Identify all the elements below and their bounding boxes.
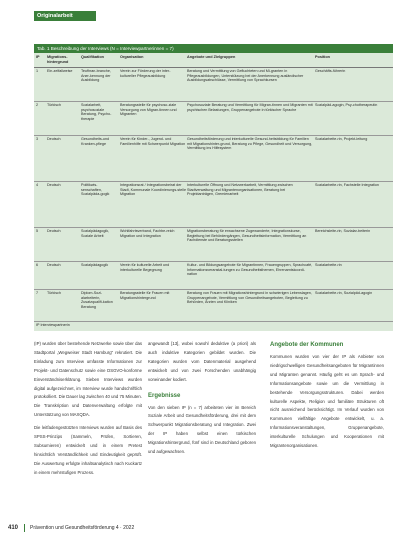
cell-qualification: Sozialpädagogik, Soziale Arbeit bbox=[81, 229, 110, 238]
table-row bbox=[34, 103, 393, 136]
cell-offers: Beratung von Frauen mit Migrationshintergrund in schwierigen Lebenslagen, Gruppenangebote, Vermittlung von Gesundheitsangeboten, Begleitung zu Behörden, Ärzten und Kliniken bbox=[187, 291, 312, 305]
cell-organisation: Beratungsstelle für psychoso-ziale Versorgung von Migran-tinnen und Migranten bbox=[120, 103, 177, 117]
body-paragraph: angewandt [13], wobei sowohl deduktive (a priori) als auch induktive Kategorien gebildet wurden. Die Kategorien wurden vom Datenmaterial ausgehend entwickelt und von zwei Forschenden unabhängig voneinander kodiert. bbox=[148, 341, 256, 382]
header-organisation: Organisation bbox=[120, 55, 144, 59]
body-paragraph: Die leitfadengestützten Interviews wurden auf Basis des SPSS-Prinzips (Sammeln, Prüfen, Sortieren, Subsumieren) entwickelt und in einem Pretest hinsichtlich Verständlichkeit und Eindeutigkeit geprüft. Die Auswertung erfolgte inhaltsanalytisch nach Kuckartz in einem mehrstufigen Prozess. bbox=[34, 425, 142, 475]
table-row bbox=[34, 229, 393, 262]
body-paragraph: (IP) wurden über bestehende Netzwerke sowie über das Stadtportal „Wegweiser Stadt Hamburg“ rekrutiert. Die Einladung zum Interview umfasste Informationen zur Projekt- und Datenschutz sowie eine DSGVO-konforme Einverständniserklärung. Sieben Interviews wurden digital aufgezeichnet, im Interview wurde handschriftlich protokolliert. Die Dauer lag zwischen 40 und 75 Minuten. Die Transkription und Datenverwaltung erfolgte mit Unterstützung von MAXQDA. bbox=[34, 341, 142, 418]
cell-migration: Deutsch bbox=[47, 263, 61, 267]
cell-offers: Gesundheitsförderung und interkulturelle Gesund-heitsbildung für Familien mit Migrationshinter-grund, Beratung zu Pflege, Gesundheit und Versorgung, Vermittlung ins Hilfesystem bbox=[187, 137, 313, 151]
section-badge: Originalarbeit bbox=[34, 11, 96, 21]
page-footer bbox=[0, 522, 413, 534]
cell-organisation: Wohlfahrtsverband, Fachbe-reich Migration und Integration bbox=[120, 229, 175, 238]
table-row bbox=[34, 291, 393, 322]
cell-offers: Migrationsberatung für erwachsene Zugewanderte, Integrationskurse, Begleitung bei Behördengängen, Gesundheitsinformation, Vermittlung an Fachdienste und Beratungsstellen bbox=[187, 229, 307, 243]
cell-ip: 3 bbox=[36, 137, 39, 141]
cell-position: Bereichsleite-rin, Sozialar-beiterin bbox=[315, 229, 371, 233]
cell-qualification: Sozialpädagogik bbox=[81, 263, 109, 267]
cell-organisation: Beratungsstelle für Frauen mit Migrationshintergrund bbox=[120, 291, 170, 300]
cell-migration: Deutsch bbox=[47, 229, 61, 233]
cell-migration: Deutsch bbox=[47, 137, 61, 141]
cell-ip: 4 bbox=[36, 183, 39, 187]
cell-migration: Türkisch bbox=[47, 103, 61, 107]
cell-organisation: Verein zur Förderung der inter-kultureller Pflegeausbildung bbox=[120, 69, 171, 78]
header-offers: Angebote und Zielgruppen bbox=[187, 55, 236, 59]
table-caption: Tab. 1 Beschreibung der Interviews (N = Interviewpartnerinnen = 7) bbox=[34, 44, 393, 53]
cell-ip: 6 bbox=[36, 263, 39, 267]
interview-table bbox=[34, 44, 393, 331]
cell-organisation: Verein für kulturelle Arbeit und interkulturelle Begegnung bbox=[120, 263, 170, 272]
table-row bbox=[34, 137, 393, 182]
body-column-middle bbox=[148, 340, 256, 457]
cell-qualification: Politikwis-senschaften, Sozialpäda-gogik bbox=[81, 183, 110, 197]
cell-migration: Ein-zelfallweise bbox=[47, 69, 73, 73]
table-row bbox=[34, 183, 393, 228]
cell-position: Sozialarbeite-rin bbox=[315, 263, 342, 267]
cell-ip: 5 bbox=[36, 229, 39, 233]
section-heading-municipal-offers: Angebote der Kommunen bbox=[270, 342, 344, 348]
cell-qualification: Diplom-Sozi-alarbeiterin, Zusatzqualifi-kation Beratung bbox=[81, 291, 113, 310]
table-abbreviation: IP Interviewpartnerin bbox=[36, 323, 70, 327]
cell-organisation: Verein für Kinder-, Jugend- und Familienhilfe mit Schwerpunkt Migration bbox=[120, 137, 186, 146]
body-column-left bbox=[34, 340, 142, 478]
cell-position: Geschäfts-führerin bbox=[315, 69, 346, 73]
cell-migration: Türkisch bbox=[47, 291, 61, 295]
cell-ip: 1 bbox=[36, 69, 39, 73]
cell-offers: Interkulturelle Öffnung und Netzwerkarbeit, Vermittlung zwischen Stadtverwaltung und Migrantenorganisationen, Beratung bei Projektanträgen, Gremienarbeit bbox=[187, 183, 293, 197]
header-ip: IP bbox=[36, 55, 40, 59]
cell-ip: 2 bbox=[36, 103, 39, 107]
footer-divider bbox=[24, 524, 25, 532]
cell-offers: Psychosoziale Beratung und Vermittlung für Migran-tinnen und Migranten mit psychischen Belastungen, Gruppenangebote in türkischer Sprache bbox=[187, 103, 313, 112]
header-qualification: Qualifikation bbox=[81, 55, 104, 59]
header-migration: Migrations-hintergrund bbox=[47, 55, 69, 64]
header-position: Position bbox=[315, 55, 330, 59]
cell-position: Sozialarbeite-rin, Sozialpäd-agogin bbox=[315, 291, 373, 295]
table-row bbox=[34, 69, 393, 102]
body-column-right bbox=[270, 340, 384, 451]
table-header-row bbox=[34, 53, 393, 68]
body-paragraph: Von den sieben IP (n = 7) arbeiteten vier im Bereich Soziale Arbeit und Gesundheitsförderung, drei mit dem Schwerpunkt Migrationsberatung und Integration. Zwei der IP haben selbst einen türkischen Migrationshintergrund, fünf sind in Deutschland geboren und aufgewachsen. bbox=[148, 404, 256, 455]
body-paragraph: Kommunen wurden von vier der IP als Anbieter von niedrigschwelligen Gesundheitsangeboten für Migrantinnen und Migranten genannt. Häufig geht es um Sprach- und Informationsangebote sowie um die Vermittlung in bestehende Versorgungsstrukturen. Dabei werden kulturelle Aspekte, Religion und familiäre Strukturen oft nicht ausreichend berücksichtigt. Im Verlauf wurden von Kommunen vielfältige Angebote entwickelt, u. a. Informationsveranstaltungen, Gruppenangebote, interkulturelle Schulungen und Kooperationen mit Migrantenorganisationen. bbox=[270, 354, 384, 449]
cell-position: Sozialpäd-agogin, Psy-chotherapeutin bbox=[315, 103, 378, 107]
cell-qualification: Sozialarbeit, psychosoziale Beratung, Psycho-therapie bbox=[81, 103, 112, 122]
cell-offers: Kultur- und Bildungsangebote für Migrantinnen, Frauengruppen, Sprachcafé, Informationsveranstal-tungen zu Gesundheitsthemen, Ehrenamtskoordi-nation bbox=[187, 263, 313, 277]
cell-migration: Deutsch bbox=[47, 183, 61, 187]
cell-ip: 7 bbox=[36, 291, 39, 295]
page-number: 410 bbox=[8, 525, 19, 531]
cell-qualification: Teufhran-branche, Aner-kennung der Ausbildung bbox=[81, 69, 111, 83]
cell-position: Sozialarbeite-rin, Fachstelle Integration bbox=[315, 183, 379, 187]
cell-position: Sozialarbeite-rin, Projekt-leitung bbox=[315, 137, 368, 141]
cell-offers: Beratung und Vermittlung von Gefluchteten und Mi-granten in Pflegeausbildungen, Unterstützung bei der Anerkennung ausländischer Ausbildungsabschlüsse, Vermittlung von Sprachkursen bbox=[187, 69, 304, 83]
journal-name: Prävention und Gesundheitsförderung 4 · 2022 bbox=[30, 525, 135, 531]
cell-organisation: Integrationsrat / Integrationsbeirat der Stadt, Kommunale Koordinierungs-stelle Migration bbox=[120, 183, 186, 197]
section-heading-results: Ergebnisse bbox=[148, 392, 181, 399]
table-row bbox=[34, 263, 393, 290]
cell-qualification: Gesundheits-und Kranken-pflege bbox=[81, 137, 110, 146]
